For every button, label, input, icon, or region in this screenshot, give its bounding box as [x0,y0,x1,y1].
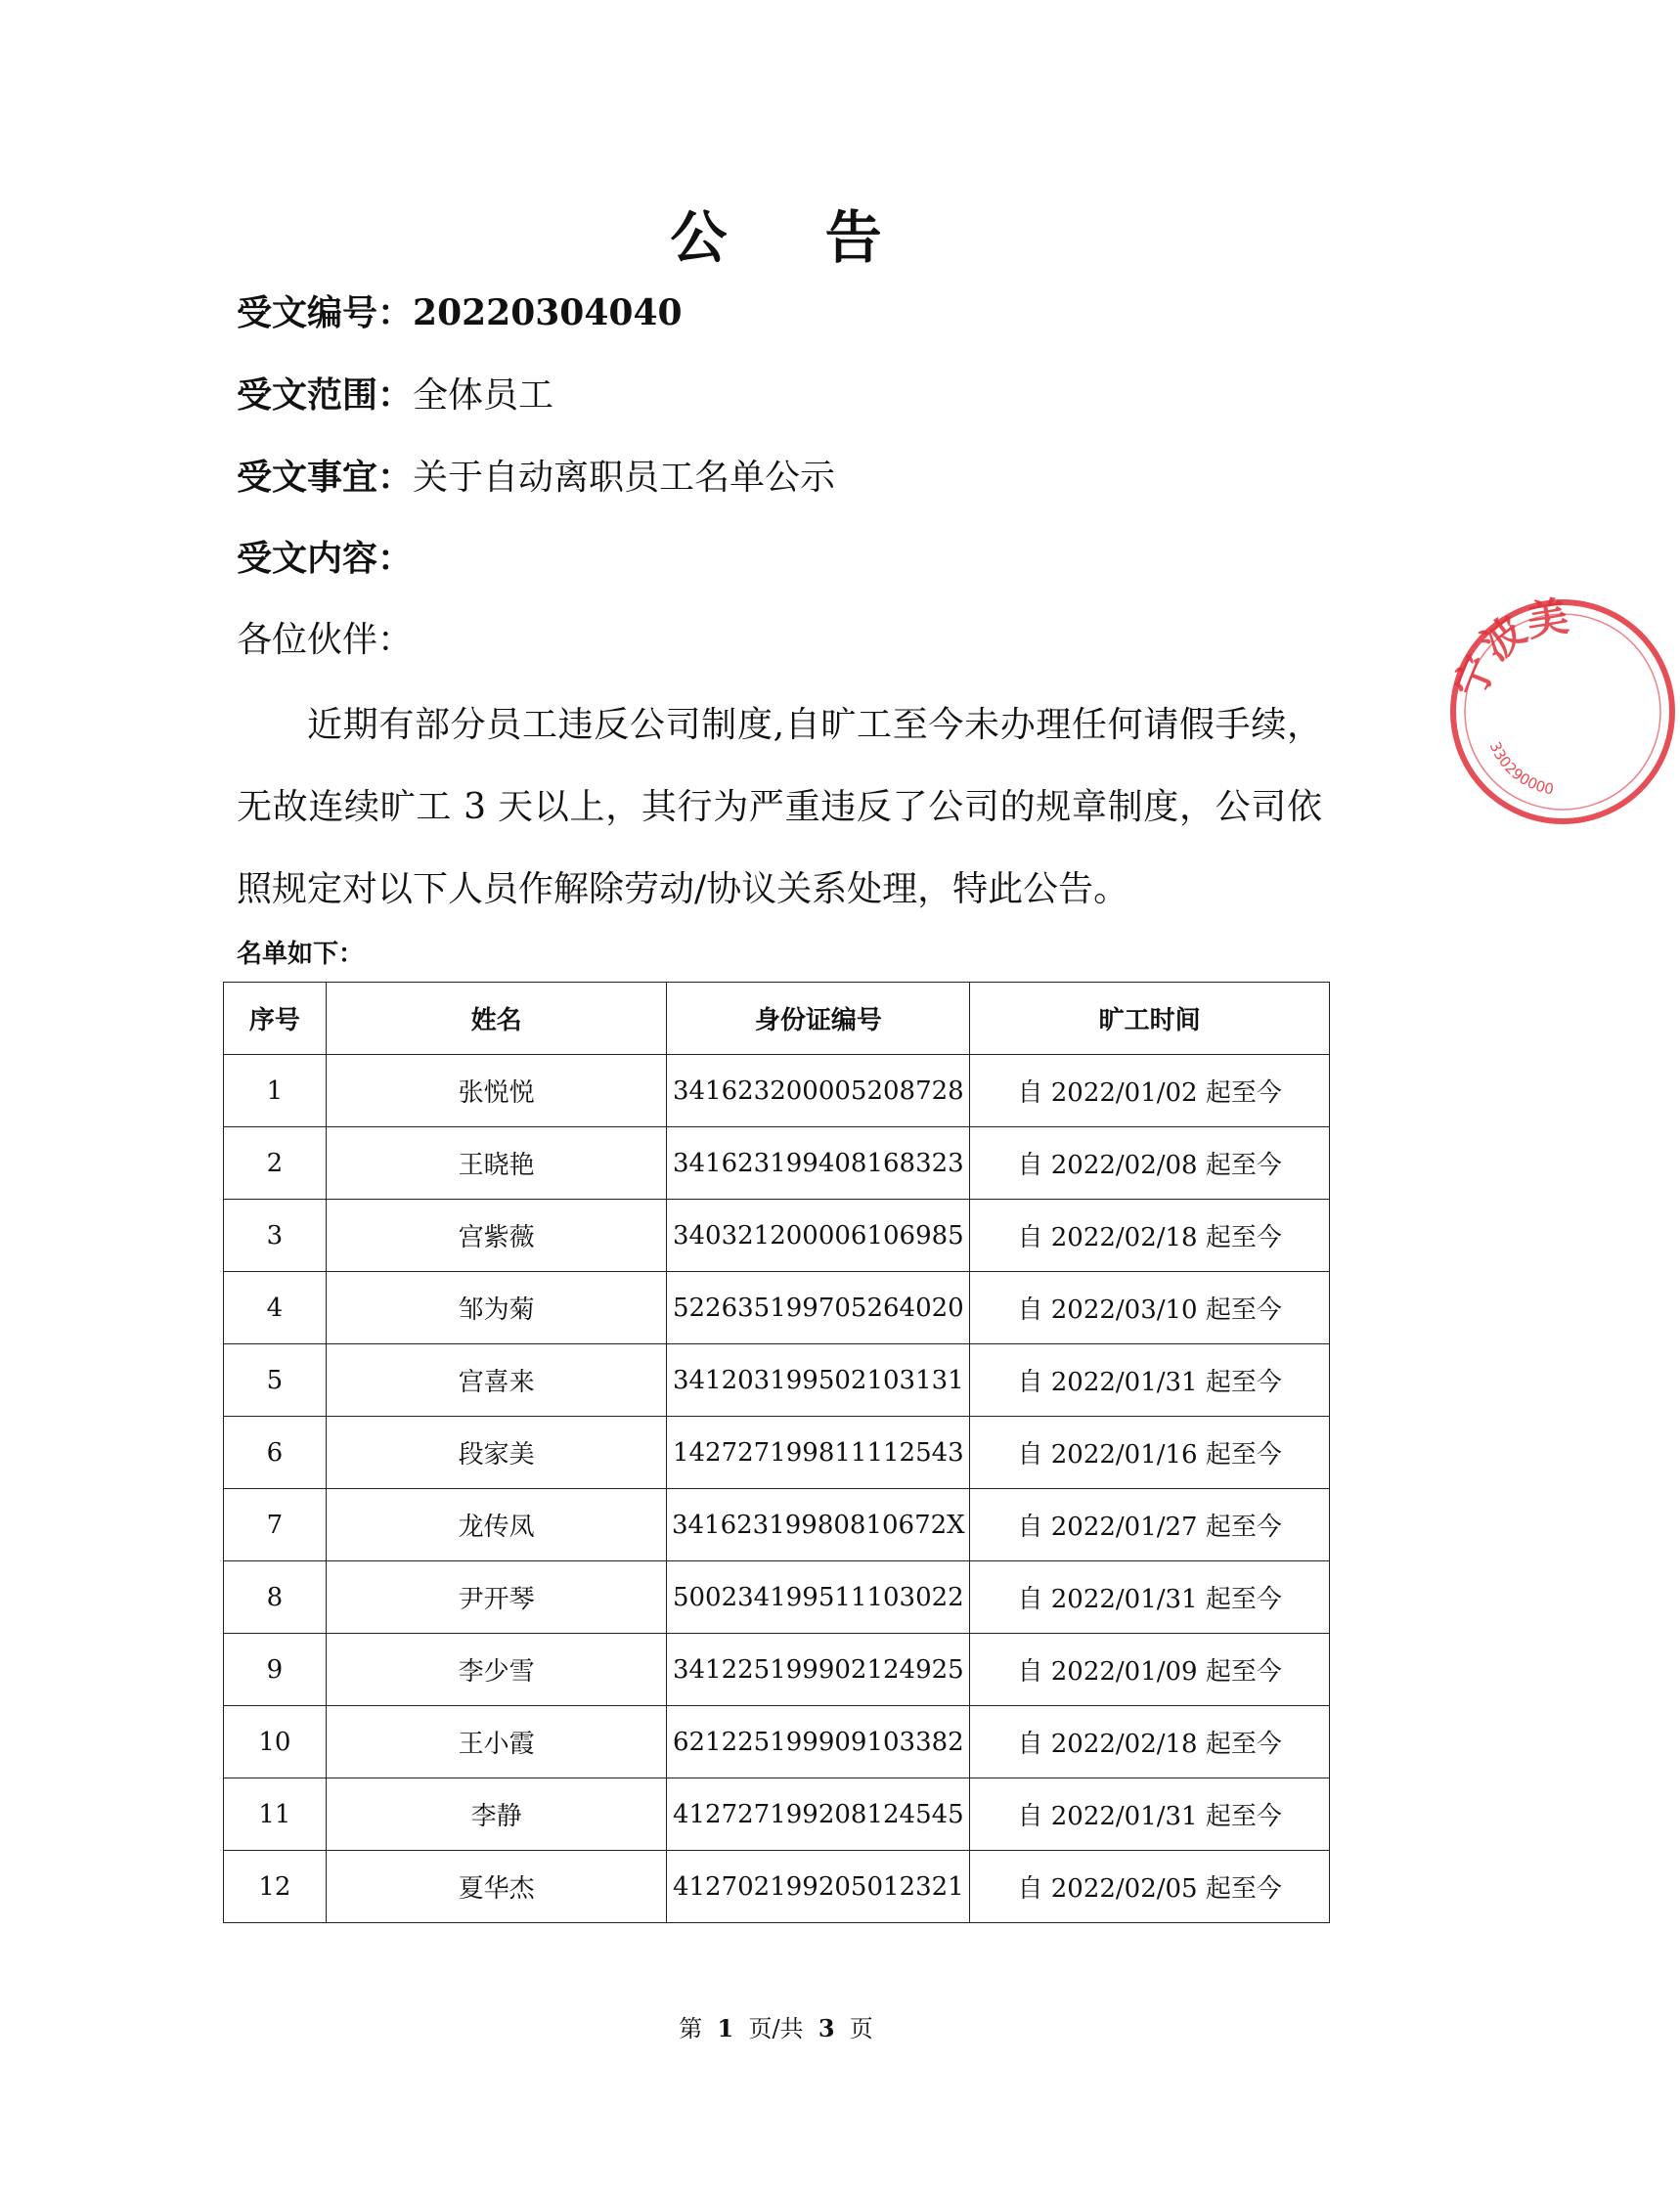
cell-name: 龙传凤 [326,1489,666,1561]
meta-label: 受文编号： [237,292,414,333]
footer-suffix: 页 [849,2015,873,2042]
cell-name: 夏华杰 [326,1851,666,1923]
cell-absence-date: 自 2022/01/09 起至今 [970,1634,1330,1706]
cell-name: 李少雪 [326,1634,666,1706]
table-row [224,1127,1330,1200]
cell-id-number: 522635199705264020 [667,1272,970,1344]
cell-absence-date: 自 2022/02/05 起至今 [970,1851,1330,1923]
meta-scope [237,368,553,417]
svg-text:330290000 [1486,739,1556,798]
meta-label: 受文范围： [237,374,414,416]
meta-label: 受文内容： [237,538,414,579]
cell-id-number: 341203199502103131 [667,1344,970,1417]
cell-index: 6 [224,1417,327,1489]
cell-absence-date: 自 2022/01/31 起至今 [970,1778,1330,1851]
footer-total-pages: 3 [818,2014,835,2042]
header-absence-date: 旷工时间 [970,983,1330,1055]
cell-name: 尹开琴 [326,1561,666,1634]
cell-index: 5 [224,1344,327,1417]
greeting: 各位伙伴： [237,620,414,660]
cell-absence-date: 自 2022/02/18 起至今 [970,1706,1330,1778]
cell-index: 7 [224,1489,327,1561]
cell-absence-date: 自 2022/02/18 起至今 [970,1200,1330,1272]
table-row [224,1055,1330,1127]
table-row [224,1489,1330,1561]
cell-name: 邹为菊 [326,1272,666,1344]
footer-prefix: 第 [679,2015,703,2042]
page-title: 公 告 [670,204,921,271]
meta-value: 关于自动离职员工名单公示 [413,458,836,498]
table-row [224,1417,1330,1489]
cell-index: 12 [224,1851,327,1923]
cell-name: 张悦悦 [326,1055,666,1127]
cell-name: 宫紫薇 [326,1200,666,1272]
table-row [224,1272,1330,1344]
cell-name: 王小霞 [326,1706,666,1778]
table-row [224,1706,1330,1778]
cell-id-number: 621225199909103382 [667,1706,970,1778]
cell-id-number: 341623200005208728 [667,1055,970,1127]
cell-id-number: 34162319980810672X [667,1489,970,1561]
cell-absence-date: 自 2022/01/16 起至今 [970,1417,1330,1489]
table-header-row [224,983,1330,1055]
header-name: 姓名 [326,983,666,1055]
meta-value: 全体员工 [413,375,554,416]
table-body [224,1055,1330,1923]
footer-middle: 页/共 [748,2015,804,2042]
meta-label: 受文事宜： [237,457,414,498]
cell-absence-date: 自 2022/01/02 起至今 [970,1055,1330,1127]
cell-absence-date: 自 2022/03/10 起至今 [970,1272,1330,1344]
meta-subject [237,450,835,500]
cell-id-number: 341623199408168323 [667,1127,970,1200]
page-footer [0,2009,1552,2043]
cell-index: 8 [224,1561,327,1634]
cell-index: 1 [224,1055,327,1127]
table-row [224,1851,1330,1923]
cell-index: 11 [224,1778,327,1851]
cell-absence-date: 自 2022/01/31 起至今 [970,1561,1330,1634]
cell-index: 9 [224,1634,327,1706]
table-row [224,1344,1330,1417]
cell-index: 2 [224,1127,327,1200]
table-row [224,1778,1330,1851]
svg-text:宁波美 [1445,594,1571,705]
meta-content [237,531,413,581]
header-index: 序号 [224,983,327,1055]
meta-document-number [237,285,683,335]
footer-page-number: 1 [717,2014,734,2042]
company-seal-stamp [1445,594,1680,829]
cell-absence-date: 自 2022/02/08 起至今 [970,1127,1330,1200]
cell-absence-date: 自 2022/01/27 起至今 [970,1489,1330,1561]
cell-name: 宫喜来 [326,1344,666,1417]
cell-index: 3 [224,1200,327,1272]
body-paragraph: 近期有部分员工违反公司制度,自旷工至今未办理任何请假手续，无故连续旷工 3 天以上，其行为严重违反了公司的规章制度，公司依照规定对以下人员作解除劳动/协议关系处理，特此公告。 [237,705,1322,909]
table-row [224,1200,1330,1272]
meta-value: 20220304040 [413,292,683,333]
list-label: 名单如下： [237,940,365,969]
cell-id-number: 412727199208124545 [667,1778,970,1851]
seal-top-text: 宁波美 [1445,594,1572,705]
table-row [224,1634,1330,1706]
cell-absence-date: 自 2022/01/31 起至今 [970,1344,1330,1417]
header-id-number: 身份证编号 [667,983,970,1055]
cell-name: 李静 [326,1778,666,1851]
cell-index: 10 [224,1706,327,1778]
cell-id-number: 341225199902124925 [667,1634,970,1706]
cell-id-number: 142727199811112543 [667,1417,970,1489]
cell-id-number: 500234199511103022 [667,1561,970,1634]
seal-bottom-text: 330290000 [1485,738,1556,799]
table-row [224,1561,1330,1634]
cell-name: 段家美 [326,1417,666,1489]
cell-id-number: 412702199205012321 [667,1851,970,1923]
cell-name: 王晓艳 [326,1127,666,1200]
cell-index: 4 [224,1272,327,1344]
roster-table [223,982,1330,1923]
cell-id-number: 340321200006106985 [667,1200,970,1272]
